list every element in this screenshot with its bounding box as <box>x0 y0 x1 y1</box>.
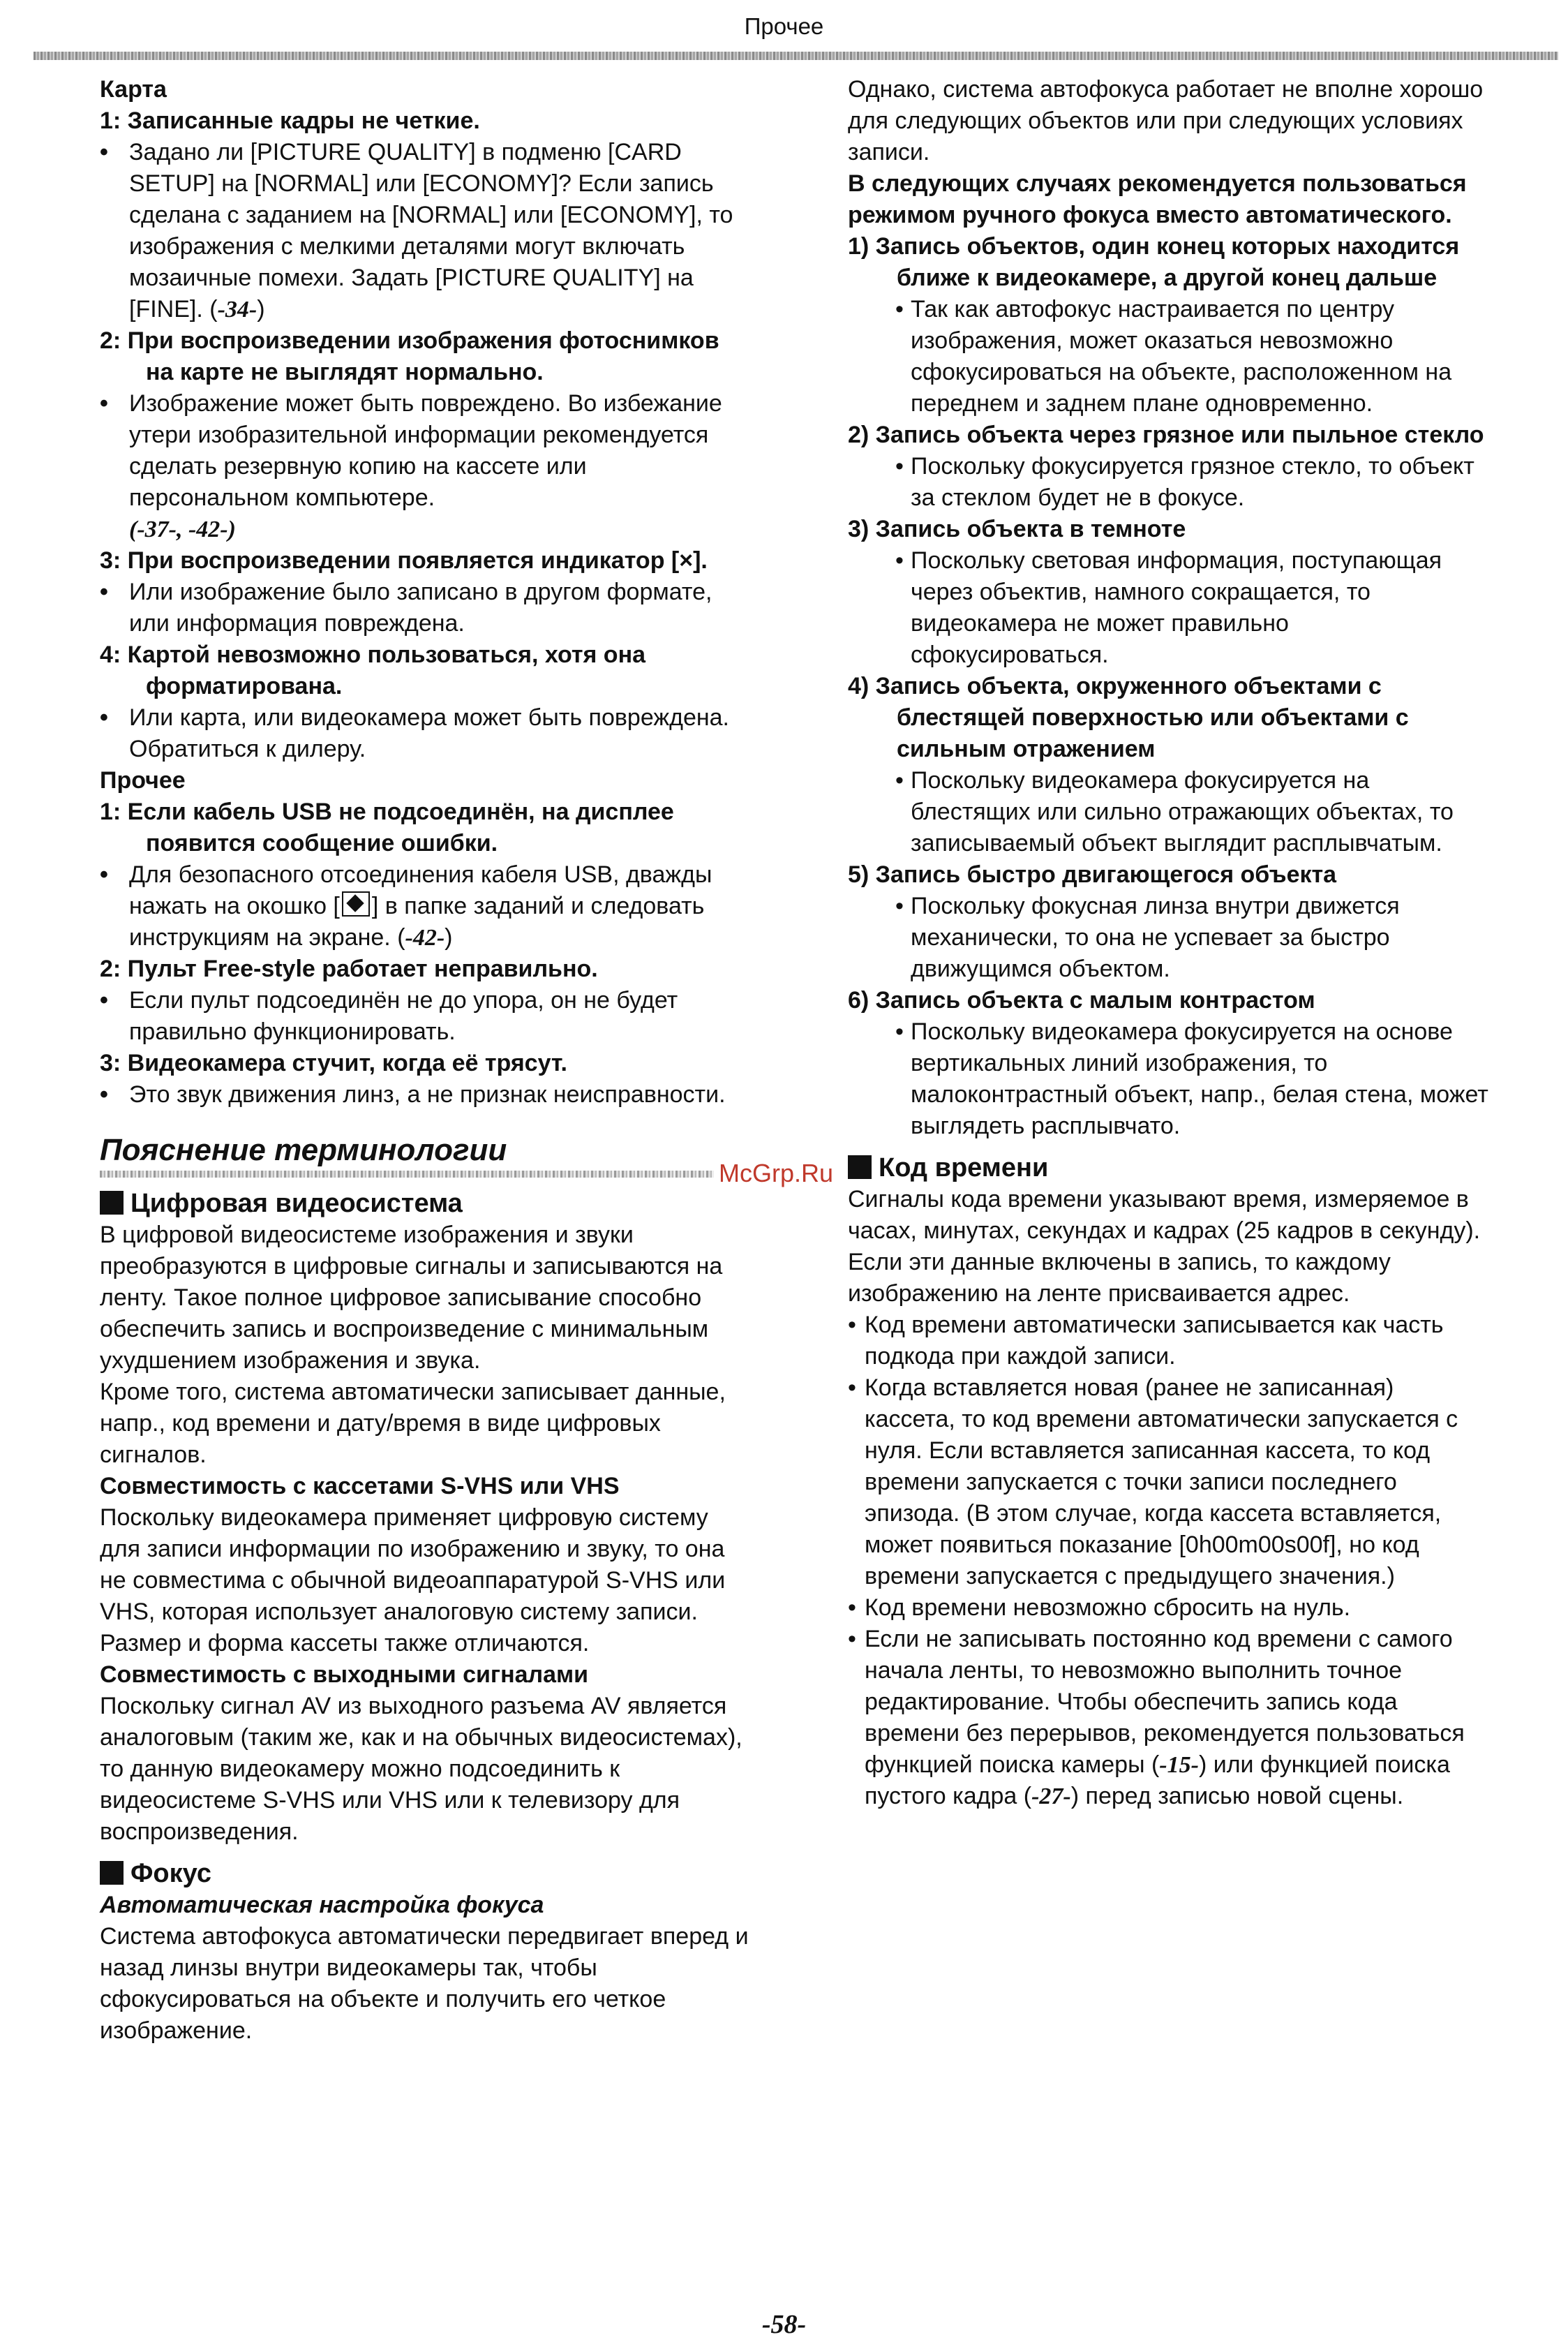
focus-case-title-2: 2) Запись объекта через грязное или пыльное стекло <box>848 422 1484 448</box>
focus-case-note-3: • Поскольку световая информация, поступающая через объектив, намного сокращается, то видеокамера не может правильно сфокусироваться. <box>848 545 1490 671</box>
timecode-bullet-4-ref-1: -15- <box>1159 1752 1199 1778</box>
page-number: -58- <box>761 2310 807 2339</box>
output-paragraph-1: Поскольку сигнал AV из выходного разъема AV является аналоговым (таким же, как и на обычных видеосистемах), то данную видеокамеру можно подсоединить к видеосистеме S-VHS или VHS или к телевизору для воспроизведения. <box>100 1693 742 1845</box>
timecode-bullet-1: • Код времени автоматически записывается как часть подкода при каждой записи. <box>848 1310 1490 1372</box>
focus-case-title-6: 6) Запись объекта с малым контрастом <box>848 987 1315 1014</box>
left-column <box>100 74 749 2047</box>
black-square-icon <box>100 1191 124 1215</box>
focus-intro: Однако, система автофокуса работает не вполне хорошо для следующих объектов или при следующих условиях записи. <box>848 76 1484 165</box>
card-answer-1-text: Задано ли [PICTURE QUALITY] в подменю [CARD SETUP] на [NORMAL] или [ECONOMY]? Если запись сделана с заданием на [NORMAL] или [ECONOMY], то изображения с мелкими деталями могут включать мозаичные помехи. Задать [PICTURE QUALITY] на [FINE]. ( <box>129 139 733 322</box>
watermark: McGrp.Ru <box>719 1159 834 1187</box>
card-answer-2 <box>100 388 749 545</box>
card-question-3: 3: При воспроизведении появляется индикатор [×]. <box>100 547 708 574</box>
focus-case-note-1: • Так как автофокус настраивается по центру изображения, может оказаться невозможно сфокусироваться на объекте, расположенном на переднем и заднем плане одновременно. <box>848 294 1490 420</box>
svhs-paragraph-1: Поскольку видеокамера применяет цифровую систему для записи информации по изображению и звуку, то она не совместима с обычной видеоаппаратурой S-VHS или VHS, которая использует аналоговую систему записи. <box>100 1504 726 1625</box>
card-question-4: 4: Картой невозможно пользоваться, хотя она форматирована. <box>100 641 646 699</box>
card-answer-2-ref: (-37-, -42-) <box>129 517 236 542</box>
focus-case-note-4: • Поскольку видеокамера фокусируется на блестящих или сильно отражающих объектах, то записываемый объект выглядит расплывчатым. <box>848 765 1490 859</box>
terms-title-rule <box>100 1171 714 1178</box>
focus-case-note-2: • Поскольку фокусируется грязное стекло, то объект за стеклом будет не в фокусе. <box>848 451 1490 514</box>
focus-case-note-6: • Поскольку видеокамера фокусируется на основе вертикальных линий изображения, то малоконтрастный объект, напр., белая стена, может выглядеть расплывчато. <box>848 1016 1490 1142</box>
autofocus-paragraph-1: Система автофокуса автоматически передвигает вперед и назад линзы внутри видеокамеры так, чтобы сфокусироваться на объекте и получить его четкое изображение. <box>100 1923 749 2044</box>
timecode-paragraph-1: Сигналы кода времени указывают время, измеряемое в часах, минутах, секундах и кадрах (25 кадров в секунду). Если эти данные включены в запись, то каждому изображению на ленте присваивается адрес. <box>848 1186 1481 1307</box>
card-question-2: 2: При воспроизведении изображения фотоснимков на карте не выглядят нормально. <box>100 327 719 385</box>
card-answer-1-ref: -34- <box>217 297 257 322</box>
timecode-bullet-4-text-b: ) или функцией поиска пустого кадра ( <box>865 1751 1450 1809</box>
other-question-1: 1: Если кабель USB не подсоединён, на дисплее появится сообщение ошибки. <box>100 799 674 856</box>
autofocus-heading: Автоматическая настройка фокуса <box>100 1892 544 1918</box>
other-question-2: 2: Пульт Free-style работает неправильно. <box>100 956 598 982</box>
timecode-heading-text: Код времени <box>879 1153 1049 1182</box>
digital-paragraph-1: В цифровой видеосистеме изображения и звуки преобразуются в цифровые сигналы и записываются на ленту. Такое полное цифровое записывание способно обеспечить запись и воспроизведение с минимальным ухудшением изображения и звука. <box>100 1222 723 1374</box>
timecode-bullet-4-text-a: Если не записывать постоянно код времени с самого начала ленты, то невозможно выполнить точное редактирование. Чтобы обеспечить запись кода времени без перерывов, рекомендуется пользоваться функцией поиска камеры ( <box>865 1626 1465 1778</box>
other-answer-1-end: ) <box>445 924 453 951</box>
card-answer-3: • Или изображение было записано в другом формате, или информация повреждена. <box>100 577 749 639</box>
card-answer-1 <box>100 137 749 325</box>
other-heading: Прочее <box>100 767 186 794</box>
timecode-bullet-2: • Когда вставляется новая (ранее не записанная) кассета, то код времени автоматически запускается с нуля. Если вставляется записанная кассета, то код времени запускается с точки записи последнего эпизода. (В этом случае, когда кассета вставляется, может появиться показание [0h00m00s00f], но код времени запускается с предыдущего значения.) <box>848 1372 1490 1592</box>
other-answer-3: • Это звук движения линз, а не признак неисправности. <box>100 1079 749 1111</box>
svhs-paragraph-2: Размер и форма кассеты также отличаются. <box>100 1630 590 1656</box>
black-square-icon <box>848 1155 872 1179</box>
card-answer-4: • Или карта, или видеокамера может быть повреждена. Обратиться к дилеру. <box>100 702 749 765</box>
output-heading: Совместимость с выходными сигналами <box>100 1661 589 1688</box>
other-answer-2: • Если пульт подсоединён не до упора, он не будет правильно функционировать. <box>100 985 749 1048</box>
focus-case-note-5: • Поскольку фокусная линза внутри движется механически, то она не успевает за быстро движущимся объектом. <box>848 891 1490 985</box>
other-answer-1 <box>100 859 749 954</box>
card-question-1: 1: Записанные кадры не четкие. <box>100 107 480 134</box>
digital-heading-text: Цифровая видеосистема <box>130 1189 463 1218</box>
focus-case-title-1: 1) Запись объектов, один конец которых находится ближе к видеокамере, а другой конец дальше <box>848 233 1460 291</box>
right-column <box>848 74 1490 1812</box>
timecode-bullet-4 <box>848 1624 1490 1812</box>
terms-title: Пояснение терминологии <box>100 1133 507 1167</box>
other-answer-1-text-b: ] в папке заданий и следовать инструкциям на экране. ( <box>129 893 705 951</box>
digital-heading <box>100 1187 749 1219</box>
timecode-bullet-4-ref-2: -27- <box>1031 1783 1071 1809</box>
timecode-heading <box>848 1152 1490 1184</box>
focus-case-title-4: 4) Запись объекта, окруженного объектами с блестящей поверхностью или объектами с сильным отражением <box>848 673 1409 762</box>
svhs-heading: Совместимость с кассетами S-VHS или VHS <box>100 1473 620 1499</box>
safely-remove-icon <box>342 891 370 917</box>
card-heading: Карта <box>100 76 167 103</box>
focus-case-title-3: 3) Запись объекта в темноте <box>848 516 1186 542</box>
focus-heading-text: Фокус <box>130 1859 211 1888</box>
header-rule <box>33 52 1558 60</box>
black-square-icon <box>100 1861 124 1885</box>
timecode-bullet-3: • Код времени невозможно сбросить на нуль. <box>848 1592 1490 1624</box>
timecode-bullet-4-text-c: ) перед записью новой сцены. <box>1070 1783 1404 1809</box>
other-answer-1-ref: -42- <box>405 925 445 951</box>
page-header: Прочее <box>744 13 824 39</box>
card-answer-2-text: Изображение может быть повреждено. Во избежание утери изобразительной информации рекомендуется сделать резервную копию на кассете или персональном компьютере. <box>129 390 722 511</box>
other-answer-1-text-a: Для безопасного отсоединения кабеля USB, дважды нажать на окошко [ <box>129 861 712 919</box>
focus-heading <box>100 1857 749 1890</box>
focus-case-title-5: 5) Запись быстро двигающегося объекта <box>848 861 1337 888</box>
card-answer-1-end: ) <box>257 296 265 322</box>
other-question-3: 3: Видеокамера стучит, когда её трясут. <box>100 1050 568 1076</box>
focus-recommendation: В следующих случаях рекомендуется пользоваться режимом ручного фокуса вместо автоматического. <box>848 170 1467 228</box>
digital-paragraph-2: Кроме того, система автоматически записывает данные, напр., код времени и дату/время в виде цифровых сигналов. <box>100 1379 726 1468</box>
